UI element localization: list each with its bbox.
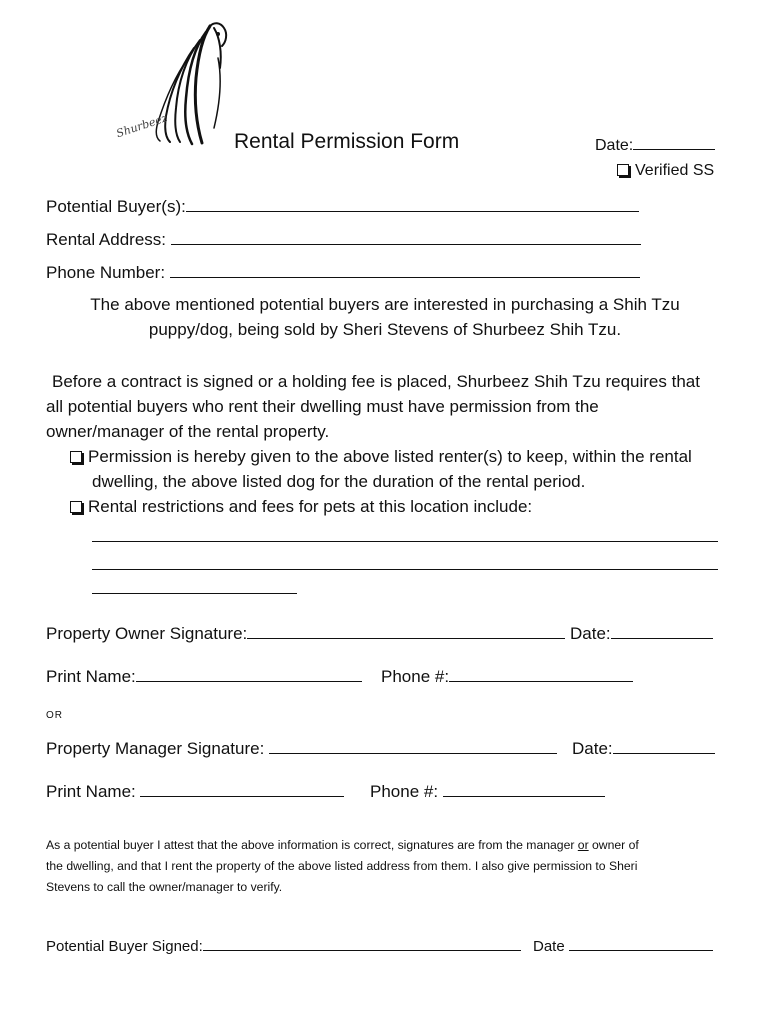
- manager-phone-row: [370, 782, 605, 802]
- header-date: [595, 135, 715, 155]
- intro-line2: puppy/dog, being sold by Sheri Stevens of Shurbeez Shih Tzu.: [148, 320, 622, 339]
- buyer-signed-row: [46, 936, 521, 955]
- restrictions-line-3[interactable]: [92, 578, 297, 594]
- buyer-date-field[interactable]: [569, 936, 713, 951]
- restrictions-checkbox[interactable]: [70, 501, 82, 513]
- requirement-line1: Before a contract is signed or a holding fee is placed, Shurbeez Shih Tzu requires that: [52, 372, 700, 391]
- header-date-label: Date:: [595, 137, 634, 154]
- address-field[interactable]: [171, 230, 641, 245]
- phone-row: [46, 263, 640, 283]
- owner-print-name-field[interactable]: [136, 667, 362, 682]
- owner-phone-field[interactable]: [449, 667, 633, 682]
- buyers-label: Potential Buyer(s):: [46, 197, 186, 216]
- requirement-line2: all potential buyers who rent their dwelling must have permission from the: [46, 397, 599, 416]
- attestation-line1: [46, 838, 639, 852]
- shih-tzu-silhouette-logo: [110, 18, 245, 153]
- permission-line2: dwelling, the above listed dog for the duration of the rental period.: [92, 472, 586, 491]
- form-title: Rental Permission Form: [234, 130, 460, 153]
- manager-signature-row: [46, 739, 557, 759]
- owner-print-row: [46, 667, 362, 687]
- attestation-line1-post: owner of: [588, 838, 639, 852]
- phone-label: Phone Number:: [46, 263, 166, 282]
- manager-signature-label: Property Manager Signature:: [46, 739, 265, 758]
- restrictions-label: Rental restrictions and fees for pets at this location include:: [88, 497, 533, 516]
- manager-signature-field[interactable]: [269, 739, 557, 754]
- restrictions-line-2[interactable]: [92, 554, 718, 570]
- manager-print-row: [46, 782, 344, 802]
- owner-signature-label: Property Owner Signature:: [46, 624, 248, 643]
- owner-phone-row: [381, 667, 633, 687]
- owner-signature-row: [46, 624, 713, 644]
- manager-print-name-label: Print Name:: [46, 782, 136, 801]
- requirement-line3: owner/manager of the rental property.: [46, 422, 330, 441]
- header-date-field[interactable]: [633, 135, 715, 150]
- permission-checkbox[interactable]: [70, 451, 82, 463]
- buyer-date-row: [533, 936, 713, 955]
- owner-phone-label: Phone #:: [381, 667, 450, 686]
- buyers-field[interactable]: [186, 197, 639, 212]
- manager-date-label: Date:: [572, 739, 613, 758]
- intro-line1: The above mentioned potential buyers are interested in purchasing a Shih Tzu: [90, 295, 680, 314]
- verified-ss-checkbox[interactable]: [617, 164, 629, 176]
- owner-date-label: Date:: [570, 624, 611, 643]
- buyers-row: [46, 197, 639, 217]
- permission-line1: Permission is hereby given to the above listed renter(s) to keep, within the rental: [88, 447, 692, 466]
- logo-script-text: Shurbeez: [114, 111, 169, 141]
- manager-date-field[interactable]: [613, 739, 715, 754]
- buyer-signed-field[interactable]: [203, 936, 521, 951]
- phone-field[interactable]: [170, 263, 640, 278]
- verified-ss-label: Verified SS: [635, 162, 715, 179]
- verified-ss: [617, 162, 714, 180]
- attestation-line1-pre: As a potential buyer I attest that the above information is correct, signatures are from the manager: [46, 838, 578, 852]
- manager-date-row: [572, 739, 715, 759]
- manager-print-name-field[interactable]: [140, 782, 344, 797]
- or-label: OR: [46, 710, 63, 721]
- address-label: Rental Address:: [46, 230, 167, 249]
- logo: [110, 18, 245, 153]
- attestation-line3: Stevens to call the owner/manager to verify.: [46, 880, 283, 894]
- buyer-signed-label: Potential Buyer Signed:: [46, 938, 203, 955]
- attestation-line1-or: or: [577, 838, 589, 852]
- attestation-line2: the dwelling, and that I rent the property of the above listed address from them. I also give permission to Sheri: [46, 859, 638, 873]
- manager-phone-label: Phone #:: [370, 782, 439, 801]
- buyer-date-label: Date: [533, 938, 565, 955]
- manager-phone-field[interactable]: [443, 782, 605, 797]
- address-row: [46, 230, 641, 250]
- owner-print-name-label: Print Name:: [46, 667, 136, 686]
- owner-signature-field[interactable]: [247, 624, 565, 639]
- owner-date-field[interactable]: [611, 624, 713, 639]
- restrictions-option: [70, 497, 532, 517]
- restrictions-line-1[interactable]: [92, 526, 718, 542]
- permission-option: [70, 447, 692, 467]
